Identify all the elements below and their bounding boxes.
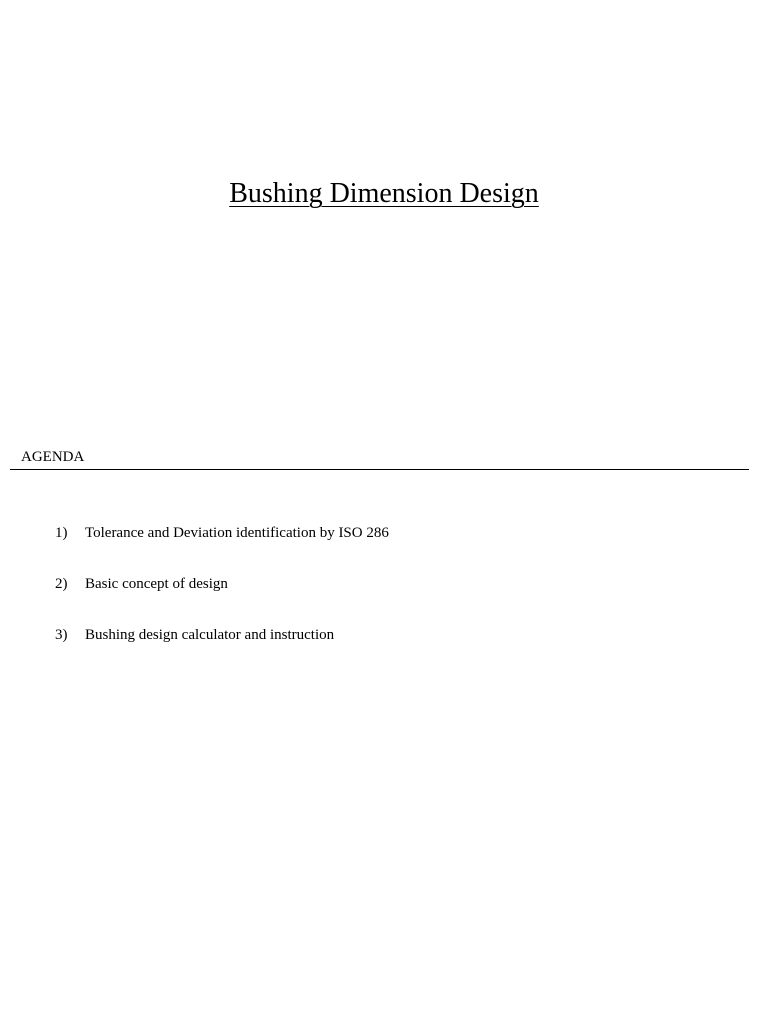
agenda-item-text: Bushing design calculator and instruction [85,627,335,643]
agenda-divider [10,469,749,470]
agenda-heading: AGENDA [21,449,85,465]
agenda-list [55,523,389,676]
agenda-item-2 [55,574,389,594]
agenda-item-number: 1) [55,525,68,541]
agenda-item-3 [55,625,389,645]
agenda-item-text: Tolerance and Deviation identification by ISO 286 [85,525,389,541]
agenda-item-number: 3) [55,627,68,643]
agenda-item-text: Basic concept of design [85,576,228,592]
agenda-item-number: 2) [55,576,68,592]
agenda-item-1 [55,523,389,543]
page-title: Bushing Dimension Design [229,178,539,209]
